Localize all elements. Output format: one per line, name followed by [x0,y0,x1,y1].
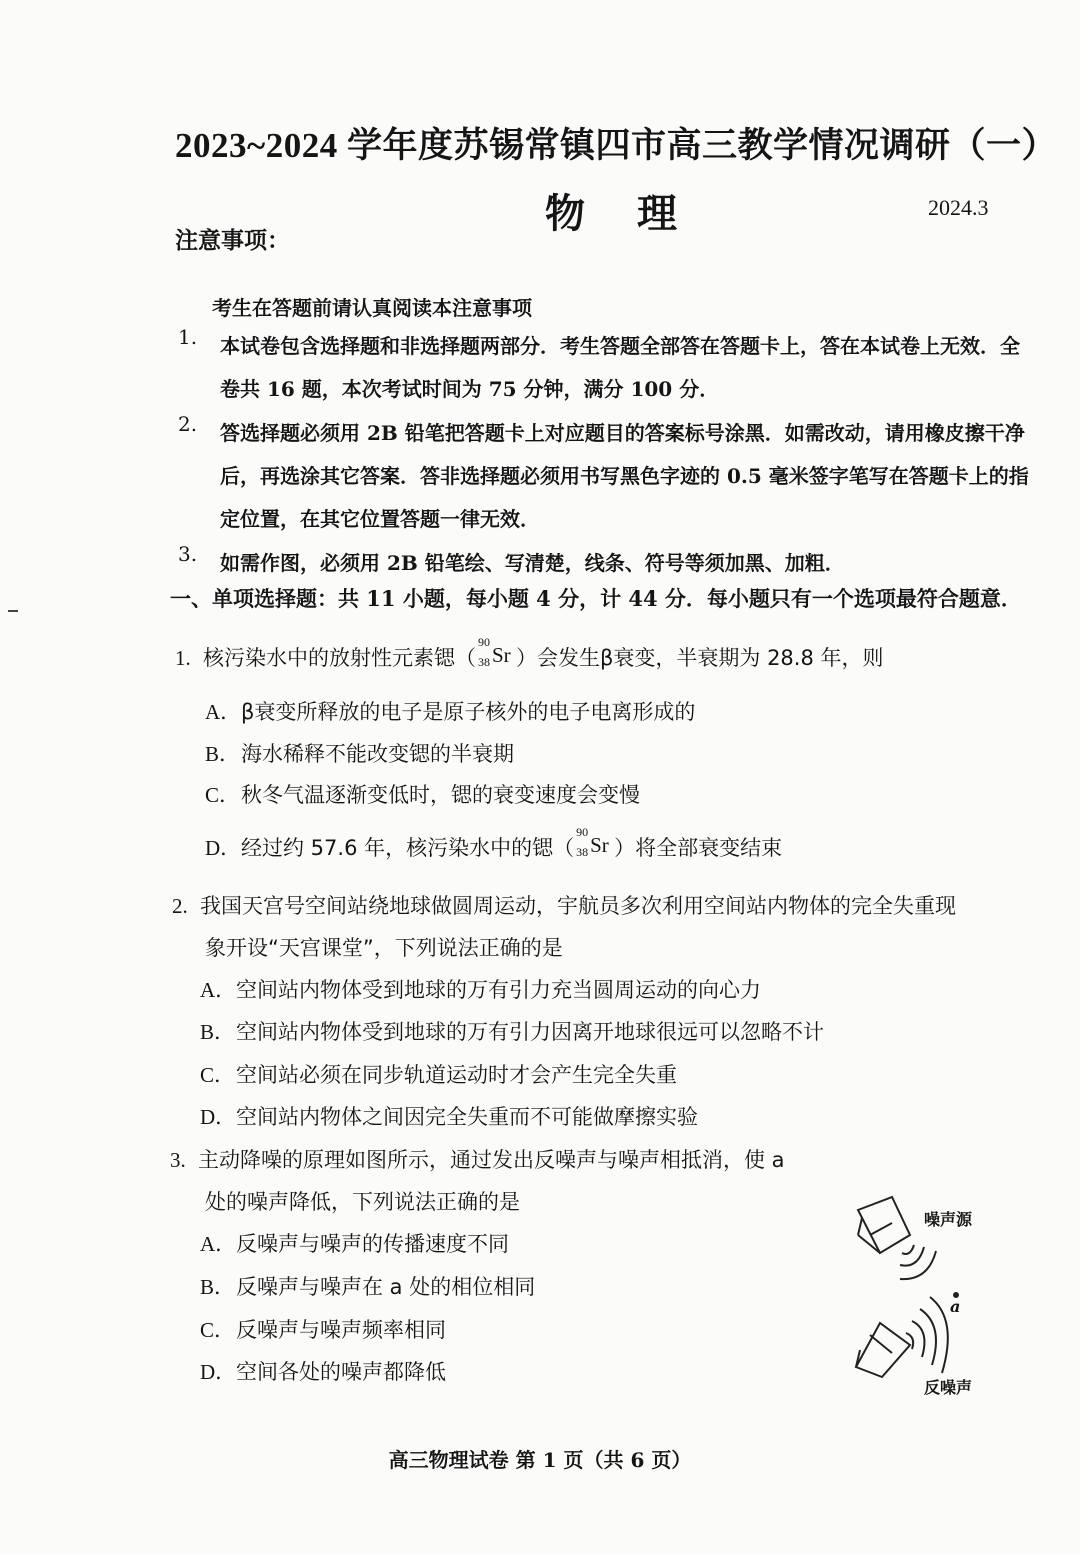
isotope-sr90: 90 38 Sr [576,825,609,859]
notice-text: 答选择题必须用 2B 铅笔把答题卡上对应题目的答案标号涂黑．如需改动，请用橡皮擦干净后，再选涂其它答案．答非选择题必须用书写黑色字迹的 0.5 毫米签字笔写在答题卡上的指定位置，在其它位置答题一律无效． [220,421,1029,531]
notice-heading: 注意事项： [175,227,290,254]
question-3-stem: 3. 主动降噪的原理如图所示，通过发出反噪声与噪声相抵消，使 a [170,1148,785,1172]
notice-subheading: 考生在答题前请认真阅读本注意事项 [212,296,532,320]
q3-option-a[interactable]: A．反噪声与噪声的传播速度不同 [200,1232,509,1256]
point-a-label: a [950,1297,961,1316]
notice-item-3 [178,542,1038,585]
q1-option-b[interactable]: B．海水稀释不能改变锶的半衰期 [205,742,514,766]
section-heading: 一、单项选择题：共 11 小题，每小题 4 分，计 44 分．每小题只有一个选项最符合题意． [170,586,1022,611]
speaker-diagram [840,1185,1000,1405]
question-number: 3. [170,1148,186,1172]
q1-option-c[interactable]: C．秋冬气温逐渐变低时，锶的衰变速度会变慢 [205,783,640,807]
q2-option-a[interactable]: A．空间站内物体受到地球的万有引力充当圆周运动的向心力 [200,978,761,1002]
noise-cancel-diagram [840,1185,1000,1405]
notice-item-1 [178,325,1038,411]
question-number: 2. [172,894,188,918]
noise-wave-icon [900,1245,936,1279]
q3-option-c[interactable]: C．反噪声与噪声频率相同 [200,1318,446,1342]
q2-option-b[interactable]: B．空间站内物体受到地球的万有引力因离开地球很远可以忽略不计 [200,1020,824,1044]
q3-option-d[interactable]: D．空间各处的噪声都降低 [200,1360,446,1384]
question-1-stem: 1. 核污染水中的放射性元素锶（ 90 38 Sr ）会发生β衰变，半衰期为 28.8 年，则 [175,635,884,670]
anti-noise-speaker-icon [856,1323,910,1377]
q1-option-a[interactable]: A．β衰变所释放的电子是原子核外的电子电离形成的 [205,700,696,724]
question-2-stem-cont: 象开设“天宫课堂”，下列说法正确的是 [205,936,563,960]
q3-option-b[interactable]: B．反噪声与噪声在 a 处的相位相同 [200,1275,536,1299]
anti-noise-label: 反噪声 [924,1378,973,1397]
subject-title: 物理 [545,190,729,237]
notice-number: 1. [178,325,198,349]
notice-number: 2. [178,412,198,436]
noise-source-label: 噪声源 [924,1210,973,1229]
q2-option-d[interactable]: D．空间站内物体之间因完全失重而不可能做摩擦实验 [200,1105,698,1129]
notice-text: 本试卷包含选择题和非选择题两部分．考生答题全部答在答题卡上，答在本试卷上无效．全卷共 16 题，本次考试时间为 75 分钟，满分 100 分． [220,334,1020,401]
exam-date: 2024.3 [928,195,989,220]
noise-speaker-icon [858,1197,910,1253]
question-2-stem: 2. 我国天宫号空间站绕地球做圆周运动，宇航员多次利用空间站内物体的完全失重现 [172,894,956,918]
anti-noise-wave-icon [906,1297,948,1373]
notice-item-2 [178,412,1038,541]
q1-option-d[interactable]: D．经过约 57.6 年，核污染水中的锶（ 90 38 Sr ）将全部衰变结束 [205,825,783,860]
margin-mark [8,610,18,612]
isotope-sr90: 90 38 Sr [478,635,511,669]
notice-number: 3. [178,542,198,566]
page-footer: 高三物理试卷 第 1 页（共 6 页） [388,1448,692,1472]
question-3-stem-cont: 处的噪声降低，下列说法正确的是 [205,1190,520,1214]
page-title: 2023~2024 学年度苏锡常镇四市高三教学情况调研（一） [175,126,1057,165]
q2-option-c[interactable]: C．空间站必须在同步轨道运动时才会产生完全失重 [200,1063,677,1087]
question-number: 1. [175,646,191,670]
notice-text: 如需作图，必须用 2B 铅笔绘、写清楚，线条、符号等须加黑、加粗． [220,551,845,575]
